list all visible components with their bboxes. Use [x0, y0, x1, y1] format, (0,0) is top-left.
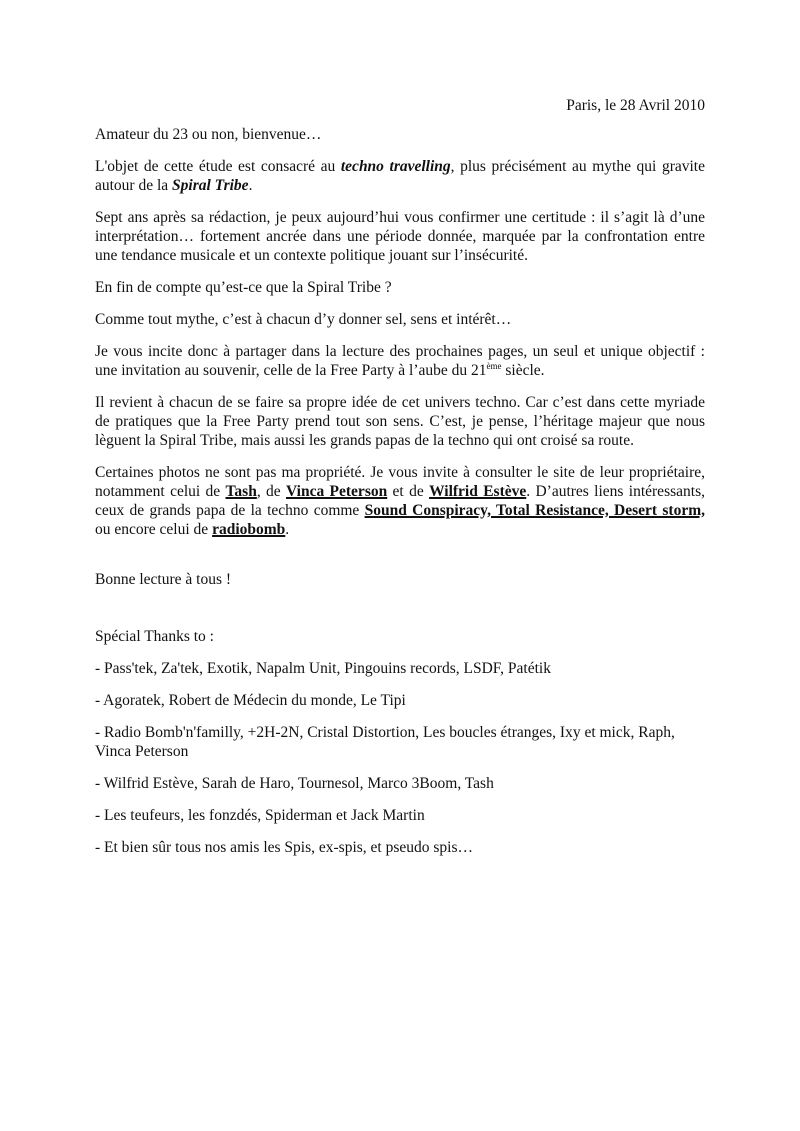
- objet-text-3: .: [248, 177, 253, 194]
- photos-text-4: . D’autres liens intéressants, ceux de grands papa de la techno comme: [95, 483, 705, 519]
- photos-text-2: , de: [256, 483, 287, 500]
- paragraph-sept-ans: Sept ans après sa rédaction, je peux aujourd’hui vous confirmer une certitude : il s’agit là d’une interprétation… fortement ancrée dans une période donnée, marquée par la confrontation entre une tendance musicale et un contexte politique jouant sur l’insécurité.: [95, 209, 705, 264]
- thanks-item: - Et bien sûr tous nos amis les Spis, ex-spis, et pseudo spis…: [95, 839, 474, 856]
- paragraph-question: En fin de compte qu’est-ce que la Spiral Tribe ?: [95, 279, 392, 296]
- letter-date: Paris, le 28 Avril 2010: [566, 97, 705, 114]
- thanks-item: - Radio Bomb'n'familly, +2H-2N, Cristal Distortion, Les boucles étranges, Ixy et mick, Raph, Vinca Peterson: [95, 724, 675, 760]
- greeting: Amateur du 23 ou non, bienvenue…: [95, 126, 322, 143]
- link-radiobomb[interactable]: radiobomb: [212, 521, 286, 538]
- photos-text-6: .: [285, 521, 290, 538]
- photos-text-5: ou encore celui de: [95, 521, 213, 538]
- thanks-item: - Les teufeurs, les fonzdés, Spiderman et Jack Martin: [95, 807, 425, 824]
- thanks-item: - Agoratek, Robert de Médecin du monde, Le Tipi: [95, 692, 406, 709]
- objet-text-1: L'objet de cette étude est consacré au: [95, 158, 341, 175]
- incite-text-2: siècle.: [501, 362, 545, 379]
- paragraph-objet: [95, 157, 705, 195]
- incite-text-1: Je vous incite donc à partager dans la lecture des prochaines pages, un seul et unique objectif : une invitation au souvenir, celle de la Free Party à l’aube du 21: [95, 343, 705, 379]
- superscript-eme: ème: [486, 361, 502, 371]
- photos-text-3: et de: [387, 483, 430, 500]
- objet-text-2: , plus précisément au mythe qui gravite autour de la: [95, 158, 705, 194]
- letter-body: [95, 96, 705, 870]
- link-sound-conspiracy[interactable]: Sound Conspiracy, Total Resistance, Desert storm,: [364, 502, 705, 519]
- paragraph-revient: Il revient à chacun de se faire sa propre idée de cet univers techno. Car c’est dans cette myriade de pratiques que la Free Party prend tout son sens. C’est, je pense, l’héritage majeur que nous lèguent la Spiral Tribe, mais aussi les grands papas de la techno qui ont croisé sa route.: [95, 394, 705, 449]
- link-vinca-peterson[interactable]: Vinca Peterson: [286, 483, 388, 500]
- photos-text-1: Certaines photos ne sont pas ma propriété. Je vous invite à consulter le site de leur propriétaire, notamment celui de: [95, 464, 705, 500]
- emphasis-spiral-tribe: Spiral Tribe: [172, 177, 249, 194]
- paragraph-photos: [95, 463, 705, 539]
- paragraph-mythe: Comme tout mythe, c’est à chacun d’y donner sel, sens et intérêt…: [95, 311, 512, 328]
- link-tash[interactable]: Tash: [225, 483, 257, 500]
- emphasis-techno-travelling: techno travelling: [340, 158, 451, 175]
- thanks-heading: Spécial Thanks to :: [95, 628, 214, 645]
- paragraph-incite: [95, 342, 705, 380]
- thanks-item: - Pass'tek, Za'tek, Exotik, Napalm Unit, Pingouins records, LSDF, Patétik: [95, 660, 551, 677]
- link-wilfrid-esteve[interactable]: Wilfrid Estève: [429, 483, 527, 500]
- paragraph-bonne-lecture: Bonne lecture à tous !: [95, 571, 232, 588]
- thanks-item: - Wilfrid Estève, Sarah de Haro, Tournesol, Marco 3Boom, Tash: [95, 775, 494, 792]
